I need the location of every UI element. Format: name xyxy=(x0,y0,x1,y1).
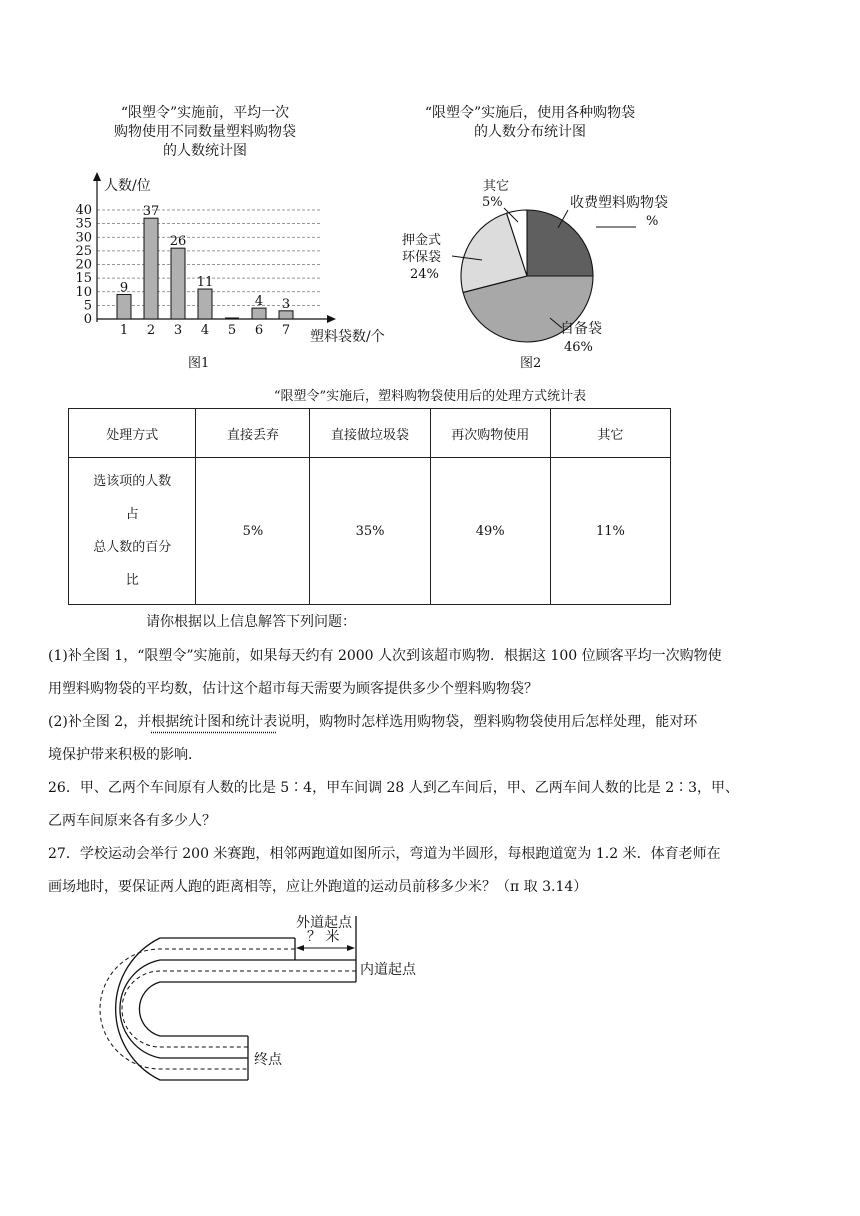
fig1-y-axis-label: 人数/位 xyxy=(104,178,151,194)
table-cell: 11% xyxy=(550,458,670,605)
fig2-pct-paid: % xyxy=(646,214,659,229)
fig1-caption: 图1 xyxy=(188,356,210,371)
fig2-label-paid: 收费塑料购物袋 xyxy=(570,195,668,211)
question-1-line-2: 用塑料购物袋的平均数，估计这个超市每天需要为顾客提供多少个塑料购物袋？ xyxy=(48,681,538,697)
table-row-label xyxy=(69,458,196,605)
bar xyxy=(117,294,131,319)
y-tick-label: 25 xyxy=(75,243,92,259)
x-tick-label: 3 xyxy=(173,323,183,338)
data-label: 11 xyxy=(196,275,214,291)
finish-label: 终点 xyxy=(254,1052,282,1068)
distance-arrow-head-right xyxy=(347,945,355,951)
question-2-line-1 xyxy=(48,706,810,739)
x-tick-label: 2 xyxy=(146,323,156,338)
bar xyxy=(198,289,212,319)
table-row-label-line: 选该项的人数 xyxy=(93,474,172,489)
fig2-pct-self: 46% xyxy=(564,340,593,355)
question-26-line-2: 乙两车间原来各有多少人？ xyxy=(48,813,216,829)
fig2-label-other: 其它 xyxy=(483,179,510,194)
fig2-title-line: 的人数分布统计图 xyxy=(474,124,586,140)
fig2-label-deposit-2: 环保袋 xyxy=(402,250,442,265)
table-title: “限塑令”实施后，塑料购物袋使用后的处理方式统计表 xyxy=(273,389,587,404)
y-tick-label: 10 xyxy=(75,284,92,300)
bar xyxy=(252,308,266,319)
question-2-part: (2)补全图 2，并 xyxy=(48,714,152,730)
x-tick-label: 5 xyxy=(227,323,237,338)
fig1-bars xyxy=(117,218,293,319)
question-2-part: 说明，购物时怎样选用购物袋，塑料购物袋使用后怎样处理，能对环 xyxy=(277,714,698,730)
track-boundary-inner xyxy=(139,982,356,1036)
fig1-title-line: 的人数统计图 xyxy=(163,143,247,159)
table-header-row xyxy=(69,409,671,458)
y-tick-label: 15 xyxy=(75,271,92,287)
table-header-cell: 直接丢弃 xyxy=(196,409,310,458)
fig2-title-line: “限塑令”实施后，使用各种购物袋 xyxy=(424,105,636,121)
question-26-line-1: 26．甲、乙两个车间原有人数的比是 5∶4，甲车间调 28 人到乙车间后，甲、乙两车间人数的比是 2∶3，甲、 xyxy=(48,780,740,796)
bar xyxy=(171,248,185,319)
track-diagram xyxy=(70,908,450,1088)
intro-text: 请你根据以上信息解答下列问题： xyxy=(146,614,356,630)
table-header-cell: 处理方式 xyxy=(69,409,196,458)
inner-start-label: 内道起点 xyxy=(360,962,416,978)
fig1-title-line: “限塑令”实施前，平均一次 xyxy=(120,105,290,121)
data-label: 3 xyxy=(281,296,291,312)
table-row xyxy=(69,458,671,605)
bar xyxy=(144,218,158,319)
fig2-label-deposit-1: 押金式 xyxy=(402,233,442,248)
fig1-title xyxy=(70,104,340,161)
y-tick-label: 20 xyxy=(75,257,92,273)
x-tick-label: 4 xyxy=(200,323,210,338)
y-tick-label: 35 xyxy=(75,216,92,232)
table-cell: 35% xyxy=(310,458,430,605)
track-lane-outer-dashed xyxy=(100,949,295,1069)
x-tick-label: 6 xyxy=(254,323,264,338)
fig2-title xyxy=(390,104,670,142)
outer-start-label: 外道起点 xyxy=(296,915,352,931)
distance-question-label: ？ 米 xyxy=(307,929,340,945)
table-row-label-line: 占 xyxy=(125,507,139,522)
data-label: 4 xyxy=(254,294,264,310)
data-label: 9 xyxy=(119,280,129,296)
table-header-cell: 再次购物使用 xyxy=(430,409,550,458)
table-row-label-line: 总人数的百分 xyxy=(93,540,172,555)
table-header-cell: 直接做垃圾袋 xyxy=(310,409,430,458)
y-tick-label: 40 xyxy=(75,203,92,218)
fig1-x-ticks xyxy=(120,323,290,338)
data-label: 37 xyxy=(142,204,160,220)
question-2-line-2: 境保护带来积极的影响． xyxy=(48,747,202,763)
fig2-pie-chart xyxy=(390,170,710,360)
question-27-line-1: 27．学校运动会举行 200 米赛跑，相邻两跑道如图所示，弯道为半圆形，每根跑道宽为 1.2 米．体育老师在 xyxy=(48,846,721,862)
track-boundary-middle xyxy=(120,960,356,1058)
fig1-y-ticks xyxy=(75,203,92,327)
question-2-emphasis: 根据统计图和统计表 xyxy=(151,714,278,730)
fig1-title-line: 购物使用不同数量塑料购物袋 xyxy=(114,124,296,140)
y-tick-label: 30 xyxy=(75,230,92,246)
fig2-pct-other: 5% xyxy=(482,195,503,210)
y-tick-label: 0 xyxy=(83,312,92,327)
fig1-bar-chart xyxy=(60,168,410,348)
fig1-y-axis-arrow xyxy=(93,172,101,181)
fig2-caption: 图2 xyxy=(520,356,542,371)
question-27-line-2: 画场地时，要保证两人跑的距离相等，应让外跑道的运动员前移多少米？（π 取 3.14） xyxy=(48,879,588,895)
bar xyxy=(279,311,293,319)
question-1-line-1: (1)补全图 1，“限塑令”实施前，如果每天约有 2000 人次到该超市购物．根据这 100 位顾客平均一次购物使 xyxy=(48,648,722,664)
table-header-cell: 其它 xyxy=(550,409,670,458)
fig1-x-axis-arrow xyxy=(327,315,336,323)
pie-slice xyxy=(527,210,593,276)
x-tick-label: 7 xyxy=(281,323,291,338)
x-tick-label: 1 xyxy=(119,323,129,338)
table-row-label-line: 比 xyxy=(125,573,139,588)
fig2-pct-deposit: 24% xyxy=(410,267,439,282)
y-tick-label: 5 xyxy=(83,298,92,314)
table-cell: 5% xyxy=(196,458,310,605)
fig2-label-self: 自备袋 xyxy=(560,321,602,337)
distance-arrow-head-left xyxy=(296,945,304,951)
disposal-table xyxy=(68,408,671,605)
fig1-x-axis-label: 塑料袋数/个 xyxy=(310,329,385,345)
data-label: 26 xyxy=(169,234,187,250)
table-cell: 49% xyxy=(430,458,550,605)
